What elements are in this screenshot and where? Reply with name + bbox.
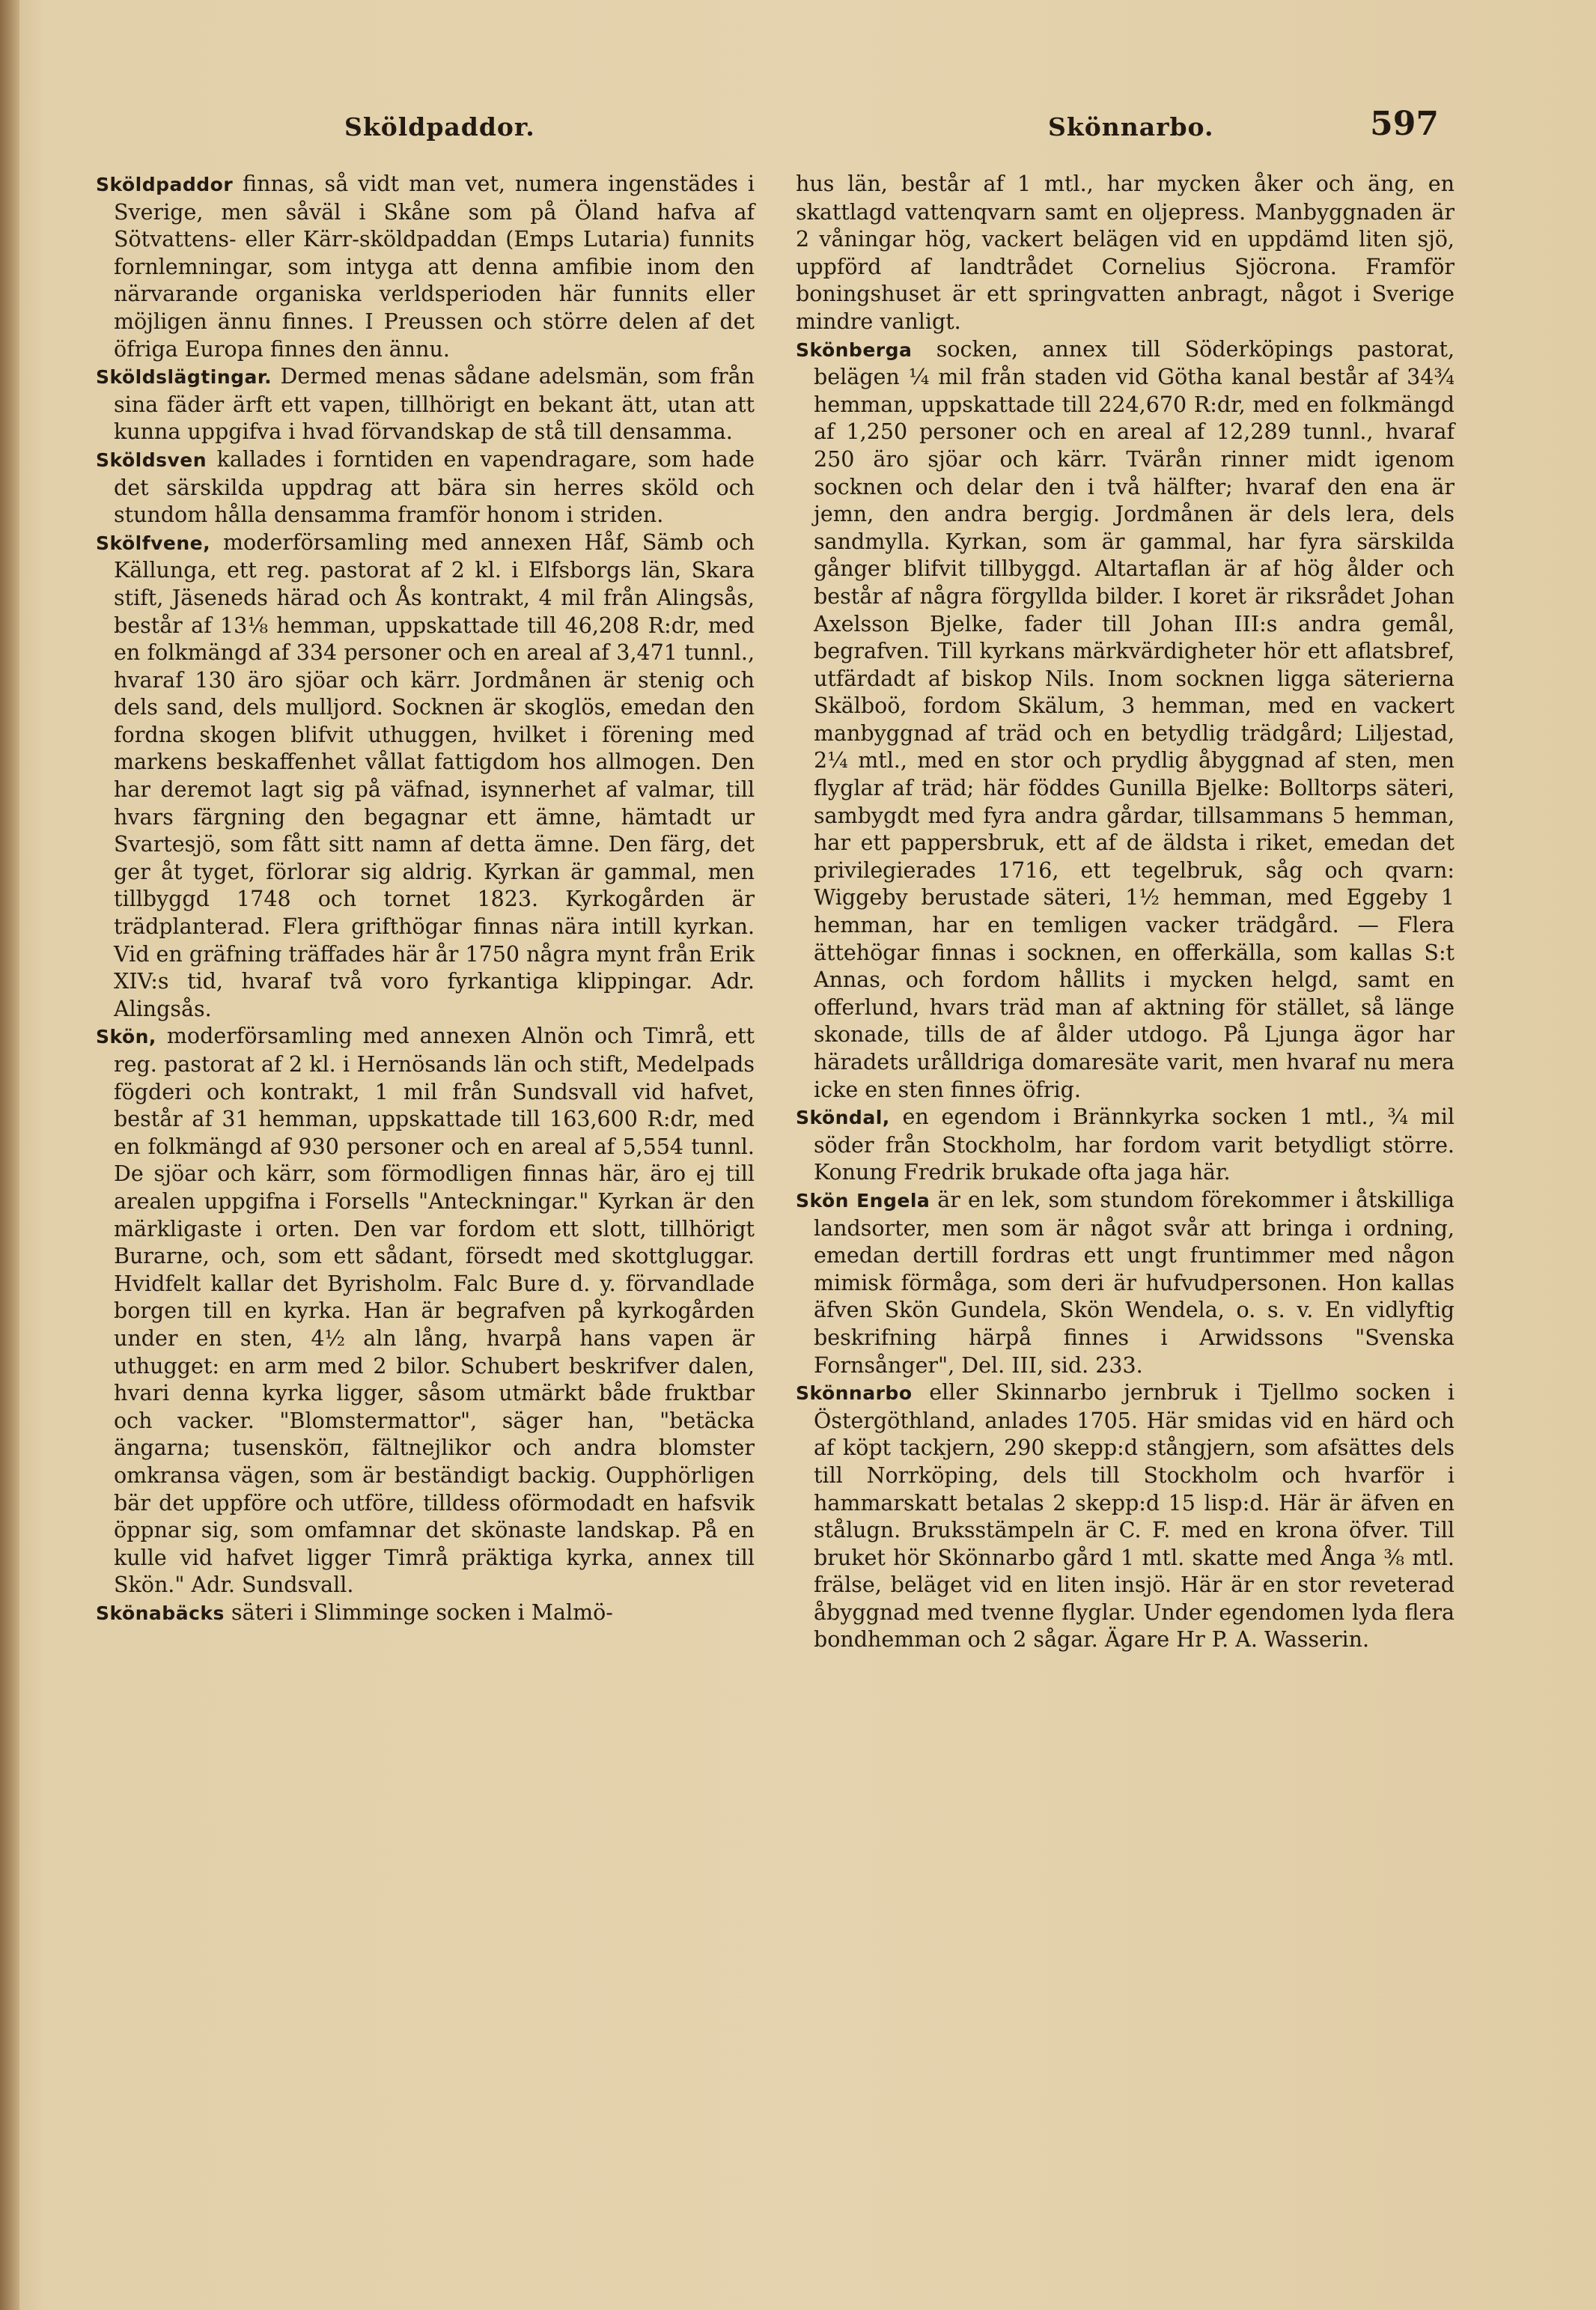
entry-headword: Skölfvene, xyxy=(96,532,211,554)
dictionary-entry xyxy=(96,446,755,529)
page-number: 597 xyxy=(1370,105,1439,143)
left-column xyxy=(96,171,755,1627)
entry-headword: Skönnarbo xyxy=(796,1382,913,1405)
entry-headword: Skönabäcks xyxy=(96,1602,225,1624)
entry-text: Dermed menas sådane adelsmän, som från sina fäder ärft ett vapen, tillhörigt en bekant ätt, utan att kunna uppgifva i hvad förvandskap de stå till densamma. xyxy=(114,364,755,445)
dictionary-entry xyxy=(796,1187,1455,1379)
entry-headword: Sköldsven xyxy=(96,449,207,471)
running-header-left: Sköldpaddor. xyxy=(344,112,535,142)
entry-text: en egendom i Brännkyrka socken 1 mtl., ¾ mil söder från Stockholm, har fordom varit betydligt större. Konung Fredrik brukade ofta jaga här. xyxy=(814,1104,1455,1185)
dictionary-entry xyxy=(96,1023,755,1599)
dictionary-entry xyxy=(96,171,755,363)
entry-headword: Sköldpaddor xyxy=(96,174,234,195)
entry-text: är en lek, som stundom förekommer i åtskilliga landsorter, men som är något svår att bringa i ordning, emedan dertill fordras ett ungt fruntimmer med någon mimisk förmåga, som deri är hufvudpersonen. Hon kallas äfven Skön Gundela, Skön Wendela, o. s. v. En vidlyftig beskrifning härpå finnes i Arwidssons "Svenska Fornsånger", Del. III, sid. 233. xyxy=(814,1187,1455,1378)
entry-headword: Skönberga xyxy=(796,338,913,361)
entry-text: kallades i forntiden en vapendragare, som hade det särskilda uppdrag att bära sin herres sköld och stundom hålla densamma framför honom i striden. xyxy=(114,446,755,528)
entry-text: socken, annex till Söderköpings pastorat, belägen ¼ mil från staden vid Götha kanal består af 34¾ hemman, uppskattade till 224,670 R:dr, med en folkmängd af 1,250 personer och en areal af 12,289 tunnl., hvaraf 250 äro sjöar och kärr. Tvärån rinner midt igenom socknen och delar den i två hälfter; hvaraf den ena är jemn, den andra bergig. Jordmånen är dels lera, dels sandmylla. Kyrkan, som är gammal, har fyra särskilda gånger blifvit tillbyggd. Altartaflan är af hög ålder och består af några förgyllda bilder. I koret är riksrådet Johan Axelsson Bjelke, fader till Johan III:s andra gemål, begrafven. Till kyrkans märkvärdigheter hör ett aflatsbref, utfärdadt af biskop Nils. Inom socknen ligga säterierna Skälboö, fordom Skälum, 3 hemman, med en vackert manbyggnad af träd och en betydlig trädgård; Liljestad, 2¼ mtl., med en stor och prydlig åbyggnad af sten, men flyglar af träd; här föddes Gunilla Bjelke: Bolltorps säteri, sambygdt med fyra andra gårdar, tillsammans 5 hemman, har ett pappersbruk, ett af de äldsta i riket, emedan det privilegierades 1716, ett tegelbruk, såg och qvarn: Wiggeby berustade säteri, 1½ hemman, med Eggeby 1 hemman, har en temligen vacker trädgård. — Flera ättehögar finnas i socknen, en offerkälla, som kallas S:t Annas, och fordom hållits i mycken helgd, samt en offerlund, hvars träd man af aktning för stället, så länge skonade, tills de af ålder utdogo. På Ljunga ägor har häradets urålldriga domaresäte varit, men hvaraf nu mera icke en sten finnes öfrig. xyxy=(814,336,1455,1102)
running-header-right: Skönnarbo. xyxy=(1048,112,1214,142)
entry-headword: Sköldslägtingar. xyxy=(96,366,272,389)
entry-headword: Sköndal, xyxy=(796,1107,890,1129)
entry-headword: Skön Engela xyxy=(796,1189,931,1212)
entry-text: säteri i Slimminge socken i Malmö- xyxy=(224,1599,613,1625)
entry-headword: Skön, xyxy=(96,1026,156,1048)
dictionary-entry-continued xyxy=(796,171,1455,336)
dictionary-entry xyxy=(96,529,755,1024)
entry-text: hus län, består af 1 mtl., har mycken åker och äng, en skattlagd vattenqvarn samt en oljepress. Manbyggnaden är 2 våningar hög, vackert belägen vid en uppdämd liten sjö, uppförd af landtrådet Cornelius Sjöcrona. Framför boningshuset är ett springvatten anbragt, något i Sverige mindre vanligt. xyxy=(796,171,1455,334)
book-spine-shadow xyxy=(0,0,19,2310)
dictionary-entry xyxy=(96,363,755,446)
dictionary-entry xyxy=(796,1379,1455,1654)
entry-text: moderförsamling med annexen Håf, Sämb och Källunga, ett reg. pastorat af 2 kl. i Elfsborgs län, Skara stift, Jäseneds härad och Ås kontrakt, 4 mil från Alingsås, består af 13⅛ hemman, uppskattade till 46,208 R:dr, med en folkmängd af 334 personer och en areal af 3,471 tunnl., hvaraf 130 äro sjöar och kärr. Jordmånen är stenig och dels sand, dels mulljord. Socknen är skoglös, emedan den fordna skogen blifvit uthuggen, hvilket i förening med markens beskaffenhet vållat fattigdom hos allmogen. Den har deremot lagt sig på väfnad, isynnerhet af valmar, till hvars färgning den begagnar ett ämne, hämtadt ur Svartesjö, som fått sitt namn af detta ämne. Den färg, det ger åt tyget, förlorar sig aldrig. Kyrkan är gammal, men tillbyggd 1748 och tornet 1823. Kyrkogården är trädplanterad. Flera grifthögar finnas nära intill kyrkan. Vid en gräfning träffades här år 1750 några mynt från Erik XIV:s tid, hvaraf två voro fyrkantiga klippingar. Adr. Alingsås. xyxy=(114,529,755,1021)
right-column xyxy=(796,171,1455,1654)
dictionary-entry xyxy=(96,1599,755,1628)
entry-text: finnas, så vidt man vet, numera ingenstädes i Sverige, men såväl i Skåne som på Öland hafva af Sötvattens- eller Kärr-sköldpaddan (Emps Lutaria) funnits fornlemningar, som intyga att denna amfibie inom den närvarande organiska verldsperioden här funnits eller möjligen ännu finnes. I Preussen och större delen af det öfriga Europa finnes den ännu. xyxy=(114,171,755,362)
entry-text: moderförsamling med annexen Alnön och Timrå, ett reg. pastorat af 2 kl. i Hernösands län och stift, Medelpads fögderi och kontrakt, 1 mil från Sundsvall vid hafvet, består af 31 hemman, uppskattade till 163,600 R:dr, med en folkmängd af 930 personer och en areal af 5,554 tunnl. De sjöar och kärr, som förmodligen finnas här, äro ej till arealen uppgifna i Forsells "Anteckningar." Kyrkan är den märkligaste i orten. Den var fordom ett slott, tillhörigt Burarne, och, som ett sådant, försedt med skottgluggar. Hvidfelt kallar det Byrisholm. Falc Bure d. y. förvandlade borgen till en kyrka. Han är begrafven på kyrkogården under en sten, 4½ aln lång, hvarpå hans vapen är uthugget: en arm med 2 bilor. Schubert beskrifver dalen, hvari denna kyrka ligger, såsom utmärkt både fruktbar och vacker. "Blomstermattor", säger han, "betäcka ängarna; tusensköп, fältnejlikor och andra blomster omkransa vägen, som är beständigt backig. Oupphörligen bär det uppföre och utföre, tilldess oförmodadt en hafsvik öppnar sig, som omfamnar det skönaste landskap. På en kulle vid hafvet ligger Timrå präktiga kyrka, annex till Skön." Adr. Sundsvall. xyxy=(114,1024,755,1598)
dictionary-entry xyxy=(796,336,1455,1104)
entry-text: eller Skinnarbo jernbruk i Tjellmo socken i Östergöthland, anlades 1705. Här smidas vid en härd och af köpt tackjern, 290 skepp:d stångjern, som afsättes dels till Norrköping, dels till Stockholm och hvarför i hammarskatt betalas 2 skepp:d 15 lisp:d. Här är äfven en stålugn. Bruksstämpeln är C. F. med en krona öfver. Till bruket hör Skönnarbo gård 1 mtl. skatte med Ånga ⅜ mtl. frälse, beläget vid en liten insjö. Här är en stor reveterad åbyggnad med tvenne flyglar. Under egendomen lyda flera bondhemman och 2 sågar. Ägare Hr P. A. Wasserin. xyxy=(814,1380,1455,1653)
dictionary-entry xyxy=(796,1104,1455,1187)
